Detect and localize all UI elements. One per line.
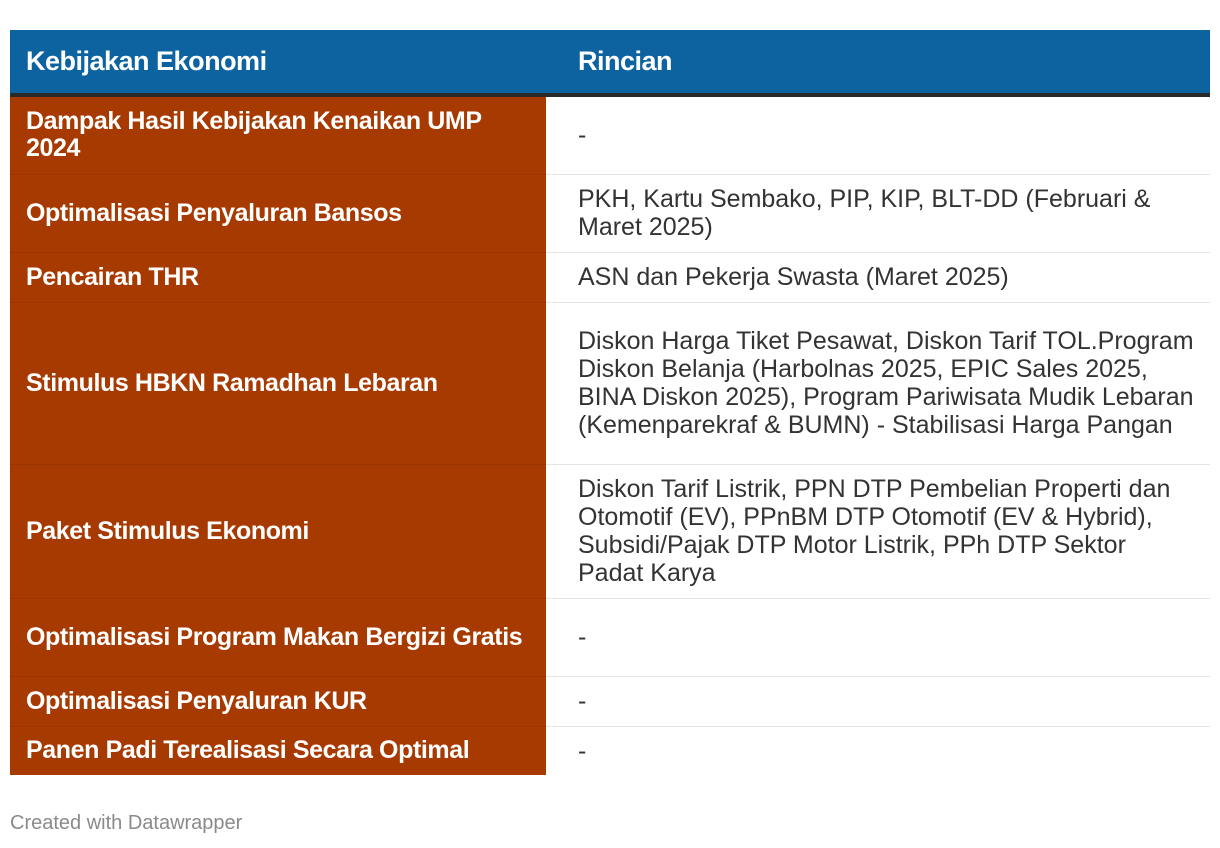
policy-label: Paket Stimulus Ekonomi [26,516,309,545]
detail-cell: PKH, Kartu Sembako, PIP, KIP, BLT-DD (Februari & Maret 2025) [546,174,1210,252]
table-row [10,598,1210,676]
policy-cell [10,302,546,464]
policy-cell [10,464,546,598]
table-row [10,174,1210,252]
detail-cell: - [546,598,1210,676]
policy-label: Optimalisasi Penyaluran KUR [26,686,367,715]
table-row [10,302,1210,464]
table-row [10,464,1210,598]
policy-table-container [10,30,1210,775]
policy-label: Optimalisasi Penyaluran Bansos [26,198,402,227]
policy-label: Pencairan THR [26,262,199,291]
policy-cell [10,598,546,676]
datawrapper-credit[interactable]: Created with Datawrapper [10,812,243,834]
detail-cell: - [546,726,1210,775]
policy-label: Panen Padi Terealisasi Secara Optimal [26,736,470,765]
column-header-policy[interactable]: Kebijakan Ekonomi [10,30,546,95]
policy-cell [10,726,546,775]
detail-cell: Diskon Harga Tiket Pesawat, Diskon Tarif TOL.Program Diskon Belanja (Harbolnas 2025, EPIC Sales 2025, BINA Diskon 2025), Program Pariwisata Mudik Lebaran (Kemenparekraf & BUMN) - Stabilisasi Harga Pangan [546,302,1210,464]
detail-cell: - [546,95,1210,174]
policy-cell [10,95,546,174]
policy-label: Stimulus HBKN Ramadhan Lebaran [26,368,438,397]
table-header-row [10,30,1210,95]
table-row [10,252,1210,302]
table-row [10,676,1210,726]
policy-cell [10,676,546,726]
detail-cell: ASN dan Pekerja Swasta (Maret 2025) [546,252,1210,302]
policy-cell [10,252,546,302]
policy-cell [10,174,546,252]
detail-cell: - [546,676,1210,726]
detail-cell: Diskon Tarif Listrik, PPN DTP Pembelian Properti dan Otomotif (EV), PPnBM DTP Otomotif (EV & Hybrid), Subsidi/Pajak DTP Motor Listrik, PPh DTP Sektor Padat Karya [546,464,1210,598]
column-header-detail[interactable]: Rincian [546,30,1210,95]
table-row [10,95,1210,174]
policy-label: Dampak Hasil Kebijakan Kenaikan UMP 2024 [26,107,482,163]
policy-label: Optimalisasi Program Makan Bergizi Gratis [26,622,523,651]
table-row [10,726,1210,775]
policy-table [10,30,1210,775]
